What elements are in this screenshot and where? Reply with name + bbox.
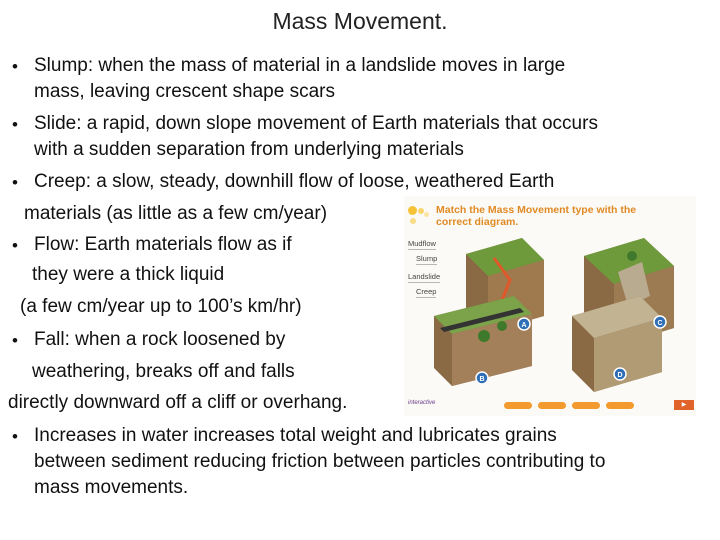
diagram-title-line-2: correct diagram. — [436, 216, 519, 228]
option-pill[interactable] — [504, 402, 532, 409]
marker-d-text: D — [617, 372, 623, 379]
option-pill[interactable] — [538, 402, 566, 409]
flow-line-1: Flow: Earth materials flow as if — [34, 234, 292, 255]
bullet: • — [12, 331, 18, 350]
label-mudflow: Mudflow — [408, 239, 436, 248]
label-creep: Creep — [416, 287, 437, 296]
bullet: • — [12, 57, 18, 76]
slide-line-1: Slide: a rapid, down slope movement of Earth materials that occurs — [34, 113, 598, 134]
option-pill[interactable] — [572, 402, 600, 409]
slump-line-1: Slump: when the mass of material in a landslide moves in large — [34, 55, 566, 76]
bullet: • — [12, 236, 18, 255]
slide-line-2: with a sudden separation from underlying materials — [34, 139, 464, 160]
flow-line-2: they were a thick liquid — [32, 264, 225, 285]
label-landslide: Landslide — [408, 272, 441, 281]
next-button[interactable]: ▶ — [674, 400, 694, 410]
water-line-1: Increases in water increases total weight and lubricates grains — [34, 425, 557, 446]
mass-movement-diagram — [404, 196, 696, 416]
diagram-title-line-1: Match the Mass Movement type with the — [436, 204, 637, 216]
marker-b — [476, 372, 488, 384]
marker-c — [654, 316, 666, 328]
bullet: • — [12, 173, 18, 192]
marker-c-text: C — [657, 320, 663, 327]
fall-line-2: weathering, breaks off and falls — [32, 361, 295, 382]
bullet: • — [12, 427, 18, 446]
marker-d — [614, 368, 626, 380]
slide-title: Mass Movement. — [272, 8, 448, 34]
water-line-2: between sediment reducing friction between particles contributing to — [34, 451, 606, 472]
slump-line-2: mass, leaving crescent shape scars — [34, 81, 335, 102]
marker-a-text: A — [521, 322, 527, 329]
bullet: • — [12, 115, 18, 134]
water-line-3: mass movements. — [34, 477, 189, 498]
brand-label: interactive — [408, 400, 436, 406]
marker-a — [518, 318, 530, 330]
option-pill[interactable] — [606, 402, 634, 409]
creep-line-2: materials (as little as a few cm/year) — [24, 203, 328, 224]
flow-line-3: (a few cm/year up to 100’s km/hr) — [20, 296, 302, 317]
fall-line-1: Fall: when a rock loosened by — [34, 329, 286, 350]
creep-line-1: Creep: a slow, steady, downhill flow of loose, weathered Earth — [34, 171, 555, 192]
marker-b-text: B — [479, 376, 485, 383]
diagram-footer — [408, 400, 694, 412]
diagram-artwork — [404, 196, 696, 416]
label-slump: Slump — [416, 254, 438, 263]
fall-line-3: directly downward off a cliff or overhang. — [8, 392, 348, 413]
